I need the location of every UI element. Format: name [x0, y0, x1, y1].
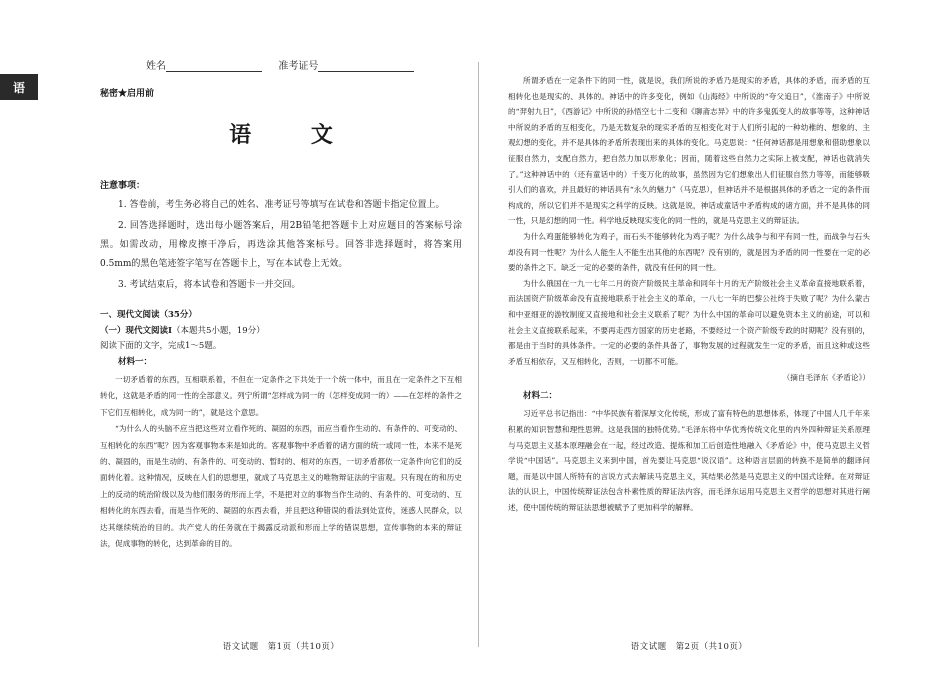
exam-number-fill-line [318, 61, 414, 72]
subsection-title-bold: （一）现代文阅读Ⅰ [100, 326, 172, 336]
body-paragraph: 为什么鸡蛋能够转化为鸡子，而石头不能够转化为鸡子呢？为什么战争与和平有同一性，而战争与石头却没有同一性呢？为什么人能生人不能生出其他的东西呢？没有别的，就是因为矛盾的同一性要在一定的必要的条件之下。缺乏一定的必要的条件，就没有任何的同一性。 [508, 231, 870, 273]
material-two-label: 材料二： [523, 390, 558, 401]
material-one-label: 材料一： [118, 357, 153, 367]
page-footer: 语文试题 第2页（共10页） [630, 642, 748, 652]
subsection-title [100, 324, 265, 336]
reading-instruction: 阅读下面的文字，完成1～5题。 [100, 341, 222, 351]
body-paragraph: 为什么俄国在一九一七年二月的资产阶级民主革命和同年十月的无产阶级社会主义革命直接地联系着，而法国资产阶级革命没有直接地联系于社会主义的革命，一八七一年的巴黎公社终于失败了呢？为什么蒙古和中亚细亚的游牧制度又直接地和社会主义联系了呢？为什么中国的革命可以避免资本主义的前途，可以和社会主义直接联系起来，不要再走西方国家的历史老路，不要经过一个资产阶级专政的时期呢？没有别的，都是由于当时的具体条件。一定的必要的条件具备了，事物发展的过程就发生一定的矛盾，而且这种或这些矛盾互相依存，又互相转化，否则，一切都不可能。 [508, 278, 870, 366]
section-title: 一、现代文阅读（35分） [100, 310, 197, 320]
secret-label: 秘密★启用前 [100, 89, 155, 99]
material-one-body [100, 372, 462, 552]
page-footer: 语文试题 第1页（共10页） [222, 642, 340, 652]
subsection-title-rest: （本题共5小题，19分） [171, 326, 265, 336]
candidate-info-line [146, 57, 414, 72]
name-label: 姓名 [146, 61, 166, 72]
notice-item: 2. 回答选择题时，选出每小题答案后，用2B铅笔把答题卡上对应题目的答案标号涂黑。如需改动，用橡皮擦干净后，再选涂其他答案标号。回答非选择题时，将答案用0.5mm的黑色笔迹签字笔写在答题卡上，写在本试卷上无效。 [100, 221, 462, 269]
exam-number-label: 准考证号 [278, 61, 319, 72]
subject-tab: 语 [0, 74, 38, 100]
notice-list [100, 196, 462, 297]
notice-item: 1. 答卷前，考生务必将自己的姓名、准考证号等填写在试卷和答题卡指定位置上。 [118, 200, 445, 210]
notice-heading: 注意事项： [100, 181, 146, 191]
exam-title: 语 文 [229, 122, 359, 148]
page-left [100, 50, 462, 650]
body-paragraph: 一切矛盾着的东西，互相联系着，不但在一定条件之下共处于一个统一体中，而且在一定条件之下互相转化，这就是矛盾的同一性的全部意义。列宁所谓“怎样成为同一的（怎样变成同一的）——在怎样的条件之下它们互相转化，成为同一的”，就是这个意思。 [100, 375, 462, 417]
material-one-continued [508, 73, 870, 516]
notice-item: 3. 考试结束后，将本试卷和答题卡一并交回。 [118, 280, 301, 290]
body-paragraph: “为什么人的头脑不应当把这些对立看作死的、凝固的东西，而应当看作生动的、有条件的、可变动的、互相转化的东西”呢？因为客观事物本来是如此的。客观事物中矛盾着的诸方面的统一或同一性，本来不是死的、凝固的，而是生动的、有条件的、可变动的、暂时的、相对的东西，一切矛盾都依一定条件向它们的反面转化着。这种情况，反映在人们的思想里，就成了马克思主义的唯物辩证法的宇宙观。只有现在的和历史上的反动的统治阶级以及为他们服务的形而上学，不是把对立的事物当作生动的、有条件的、可变动的、互相转化的东西去看，而是当作死的、凝固的东西去看，并且把这种错误的看法到处宣传，迷惑人民群众，以达其继续统治的目的。共产党人的任务就在于揭露反动派和形而上学的错误思想，宣传事物的本来的辩证法，促成事物的转化，达到革命的目的。 [100, 424, 462, 549]
material-two-body: 习近平总书记指出：“中华民族有着深厚文化传统，形成了富有特色的思想体系，体现了中国人几千年来积累的知识智慧和理性思辨。这是我国的独特优势。”毛泽东将中华优秀传统文化里的内外四种辩证关系原理与马克思主义基本原理融会在一起，经过改造、提炼和加工后创造性地融入《矛盾论》中，使马克思主义哲学说“中国话”。马克思主义来到中国，首先要让马克思“说汉语”。这种语言层面的转换不是简单的翻译问题，而是以中国人所特有的言说方式去解读马克思主义，其结果必然是马克思主义的中国式诠释。在对辩证法的认识上，中国传统辩证法包含朴素性质的辩证法内容，而毛泽东运用马克思主义哲学的思想对其进行阐述，使中国传统的辩证法思想被赋予了更加科学的解释。 [508, 409, 870, 513]
body-paragraph: 所谓矛盾在一定条件下的同一性，就是说，我们所说的矛盾乃是现实的矛盾，具体的矛盾，而矛盾的互相转化也是现实的、具体的。神话中的许多变化，例如《山海经》中所说的“夸父追日”，《淮南子》中所说的“羿射九日”，《西游记》中所说的孙悟空七十二变和《聊斋志异》中的许多鬼狐变人的故事等等，这种神话中所说的矛盾的互相变化，乃是无数复杂的现实矛盾的互相变化对于人们所引起的一种幼稚的、想象的、主观幻想的变化，并不是具体的矛盾所表现出来的具体的变化。马克思说：“任何神话都是用想象和借助想象以征服自然力，支配自然力，把自然力加以形象化；因而，随着这些自然力之实际上被支配，神话也就消失了。”这种神话中的（还有童话中的）千变万化的故事，虽然因为它们想象出人们征服自然力等等，而能够吸引人们的喜欢，并且最好的神话具有“永久的魅力”（马克思），但神话并不是根据具体的矛盾之一定的条件而构成的，所以它们并不是现实之科学的反映。这就是说，神话或童话中矛盾构成的诸方面，并不是具体的同一性，只是幻想的同一性。科学地反映现实变化的同一性的，就是马克思主义的辩证法。 [508, 76, 870, 226]
quote-source: （摘自毛泽东《矛盾论》） [782, 373, 870, 383]
page-right [508, 50, 870, 650]
name-fill-line [166, 61, 262, 72]
page-divider [478, 62, 479, 647]
